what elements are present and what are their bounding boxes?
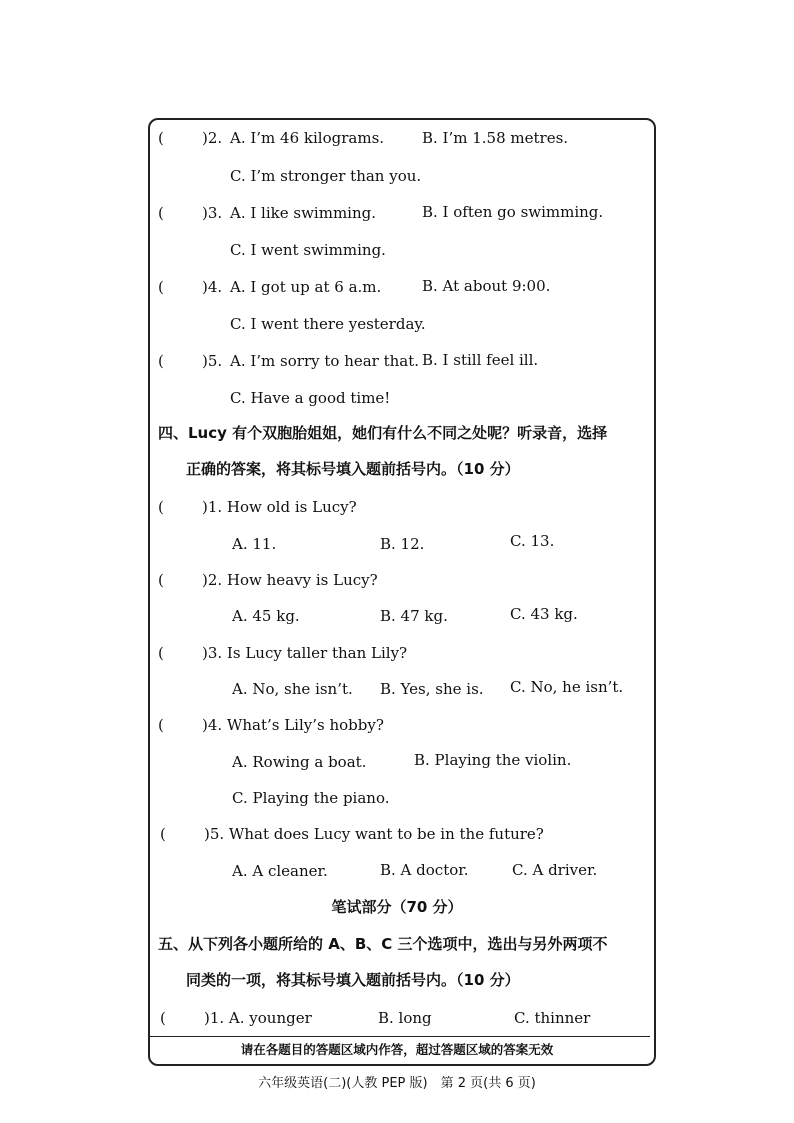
- answer-paren-open: (: [158, 204, 164, 222]
- option-a: A. No, she isn’t.: [232, 680, 353, 698]
- paren-close: ): [202, 352, 208, 370]
- answer-paren-open: (: [158, 498, 164, 516]
- option-b: B. A doctor.: [380, 861, 469, 879]
- question-text: )1. A. younger: [204, 1009, 312, 1027]
- answer-paren-open: (: [158, 129, 164, 147]
- answer-paren-open: (: [158, 278, 164, 296]
- option-b: B. 47 kg.: [380, 607, 448, 625]
- option-a: A. I like swimming.: [230, 204, 377, 222]
- option-c: C. A driver.: [512, 861, 598, 879]
- answer-paren-open: (: [158, 716, 164, 734]
- answer-paren-open: (: [160, 825, 166, 843]
- option-a: A. 11.: [232, 535, 277, 553]
- option-c: C. Playing the piano.: [232, 789, 390, 807]
- footer-divider: [150, 1036, 650, 1037]
- paren-close: ): [202, 204, 208, 222]
- item-number: 2.: [207, 129, 223, 147]
- option-c: C. Have a good time!: [230, 389, 391, 407]
- option-c: C. I went swimming.: [230, 241, 386, 259]
- option-c: C. No, he isn’t.: [510, 678, 624, 696]
- option-a: A. 45 kg.: [232, 607, 300, 625]
- option-b: B. 12.: [380, 535, 425, 553]
- answer-paren-open: (: [158, 571, 164, 589]
- option-a: A. A cleaner.: [232, 862, 328, 880]
- option-c: C. I’m stronger than you.: [230, 167, 422, 185]
- item-number: 5.: [207, 352, 223, 370]
- option-a: A. I’m 46 kilograms.: [230, 129, 385, 147]
- option-c: C. thinner: [514, 1009, 591, 1027]
- option-a: A. I got up at 6 a.m.: [230, 278, 382, 296]
- option-b: B. Yes, she is.: [380, 680, 484, 698]
- option-b: B. Playing the violin.: [414, 751, 572, 769]
- written-part-heading: 笔试部分（70 分）: [331, 898, 463, 916]
- option-b: B. At about 9:00.: [422, 277, 551, 295]
- option-c: C. I went there yesterday.: [230, 315, 426, 333]
- question-text: )1. How old is Lucy?: [202, 498, 357, 516]
- page-border-outer: [148, 118, 656, 1066]
- option-a: A. I’m sorry to hear that.: [230, 352, 420, 370]
- option-c: C. 13.: [510, 532, 555, 550]
- answer-paren-open: (: [160, 1009, 166, 1027]
- paren-close: ): [202, 129, 208, 147]
- answer-paren-open: (: [158, 352, 164, 370]
- option-b: B. I often go swimming.: [422, 203, 604, 221]
- answer-area-note: 请在各题目的答题区域内作答，超过答题区域的答案无效: [240, 1042, 554, 1057]
- item-number: 3.: [207, 204, 223, 222]
- option-b: B. I still feel ill.: [422, 351, 539, 369]
- page-footer: 六年级英语(二)(人教 PEP 版) 第 2 页(共 6 页): [258, 1076, 536, 1091]
- section5-heading: 五、从下列各小题所给的 A、B、C 三个选项中，选出与另外两项不: [158, 935, 608, 953]
- question-text: )5. What does Lucy want to be in the future?: [204, 825, 544, 843]
- section4-heading: 四、Lucy 有个双胞胎姐姐，她们有什么不同之处呢？听录音，选择: [158, 424, 608, 442]
- option-b: B. long: [378, 1009, 432, 1027]
- item-number: 4.: [207, 278, 223, 296]
- answer-paren-open: (: [158, 644, 164, 662]
- question-text: )2. How heavy is Lucy?: [202, 571, 378, 589]
- question-text: )4. What’s Lily’s hobby?: [202, 716, 384, 734]
- section4-heading-cont: 正确的答案，将其标号填入题前括号内。（10 分）: [186, 460, 520, 478]
- option-c: C. 43 kg.: [510, 605, 578, 623]
- option-b: B. I’m 1.58 metres.: [422, 129, 569, 147]
- option-a: A. Rowing a boat.: [232, 753, 367, 771]
- question-text: )3. Is Lucy taller than Lily?: [202, 644, 408, 662]
- section5-heading-cont: 同类的一项，将其标号填入题前括号内。（10 分）: [186, 971, 520, 989]
- paren-close: ): [202, 278, 208, 296]
